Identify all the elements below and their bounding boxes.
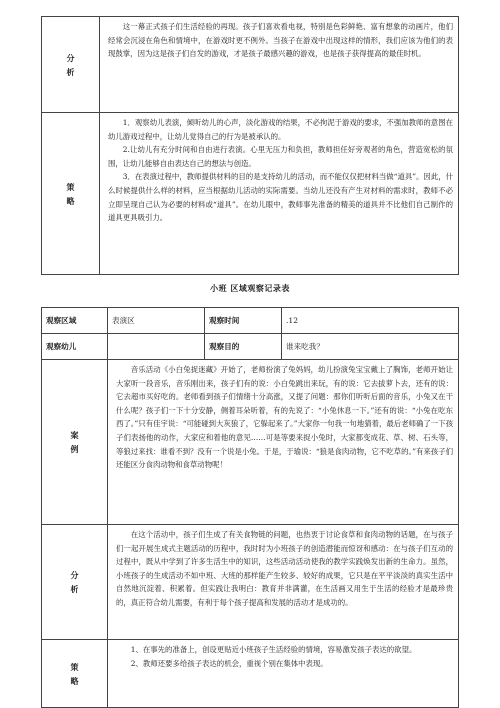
record-strategy-cell <box>108 640 459 708</box>
strategy-text-cell <box>100 113 459 275</box>
area-label: 观察区域 <box>42 308 108 334</box>
analysis-text-cell <box>100 17 459 113</box>
strategy-item-1: 1．观察幼儿表演，倾听幼儿的心声，淡化游戏的结果，不必拘泥于游戏的要求，不强加教师的意图在幼儿游戏过程中，让幼儿觉得自己的行为是被承认的。 <box>108 118 453 141</box>
purpose-value: 谁来吃我？ <box>282 334 459 360</box>
case-label: 案 例 <box>42 360 108 525</box>
strategy-item-3: 3．在表演过程中，教师提供材料的目的是支持幼儿的活动，而不能仅仅把材料当做“道具”。因此，什么时候提供什么样的材料，应当根据幼儿活动的实际需要。当幼儿还没有产生对材料的需求时，教师不必立即呈现自己认为必要的材料或“道具”。在幼儿眼中，教师事先准备的精美的道具并不比他们自己制作的道具更具吸引力。 <box>108 172 453 223</box>
strategy-item-2: 2.让幼儿有充分时间和自由进行表演。心里无压力和负担，教师担任好旁观者的角色，营造宽松的氛围，让幼儿能够自由表达自己的想法与创造。 <box>108 145 453 168</box>
area-value: 表演区 <box>108 308 205 334</box>
analysis-text: 这一幕正式孩子们生活经验的再现。孩子们喜欢看电视，特别是色彩鲜艳、富有想象的动画片，他们经常会沉浸在角色和情境中，在游戏时更不例外。当孩子在游戏中出现这样的情形，我们应该为他们的表现鼓掌，因为这是孩子们自发的游戏，才是孩子最感兴趣的游戏，也是孩子获得提高的最佳时机。 <box>108 22 453 59</box>
record-analysis-label: 分 析 <box>42 525 108 640</box>
record-analysis-cell <box>108 525 459 640</box>
case-text: 音乐活动《小白兔捉迷藏》开始了，老师扮演了兔妈妈，幼儿扮演兔宝宝戴上了胸饰，老师开始让大家听一段音乐，音乐刚出来，孩子们有的说：小白兔跳出来玩，有的说：它去拔萝卜去，还有的说：它去超市买好吃的。老师看到孩子们情绪十分高涨，又提了问题：那你们听听后面的音乐，小兔又在干什么呢？孩子们一下十分安静，侧着耳朵听着，有的先说了：“小兔休息一下。”还有的说：“小兔在吃东西了。”只有佳宇说：“可能碰到大灰狼了，它躲起来了。”大家你一句我一句地猜着，最后老师确了一下孩子们表扬他的动作，大家应和着他的意见……可是等要来捉小兔时，大家都变成花、草、树、石头等，等狼过来找：谁看不到？没有一个说是小兔。于是，于瑜说：“狼是食肉动物，它不吃草的。”有来孩子们还能区分食肉动物和食草动物呢！ <box>116 365 453 470</box>
child-value <box>108 334 205 360</box>
top-table <box>41 16 459 275</box>
purpose-label: 观察目的 <box>205 334 282 360</box>
record-strategy-label: 策 略 <box>42 640 108 708</box>
record-title: 小班 区域观察记录表 <box>210 283 290 293</box>
time-value: .12 <box>282 308 459 334</box>
time-label: 观察时间 <box>205 308 282 334</box>
case-text-cell <box>108 360 459 525</box>
record-strategy-item-2: 2、教师还要多给孩子表达的机会，重视个别在集体中表现。 <box>130 658 328 668</box>
record-strategy-item-1: 1、在事先的准备上，创设更贴近小班孩子生活经验的情境，容易激发孩子表达的欲望。 <box>130 645 417 654</box>
record-analysis-text: 在这个活动中，孩子们生成了有关食物链的问题，也热衷于讨论食草和食肉动物的话题，在与孩子们一起开展生成式主题活动的历程中，我时时为小班孩子的创造潜能而惊讶和感动：在与孩子们互动的过程中，既从中学到了许多生活生中的知识，这些活动活动使我的教学实践焕发出新的生命力。虽然，小班孩子的生成活动不如中班、大班的那样能产生较多、较好的成果，它只是在平平淡淡的真实生活中自然地沉淀着、积累着。但实践让我明白：教育并非满灌，在生活画又用生于生活的经验才是最珍贵的，真正符合幼儿需要，有利于每个孩子提高和发展的活动才是成功的。 <box>116 530 453 607</box>
analysis-label: 分 析 <box>42 17 100 113</box>
record-table <box>41 307 459 708</box>
child-label: 观察幼儿 <box>42 334 108 360</box>
strategy-label: 策 略 <box>42 113 100 275</box>
